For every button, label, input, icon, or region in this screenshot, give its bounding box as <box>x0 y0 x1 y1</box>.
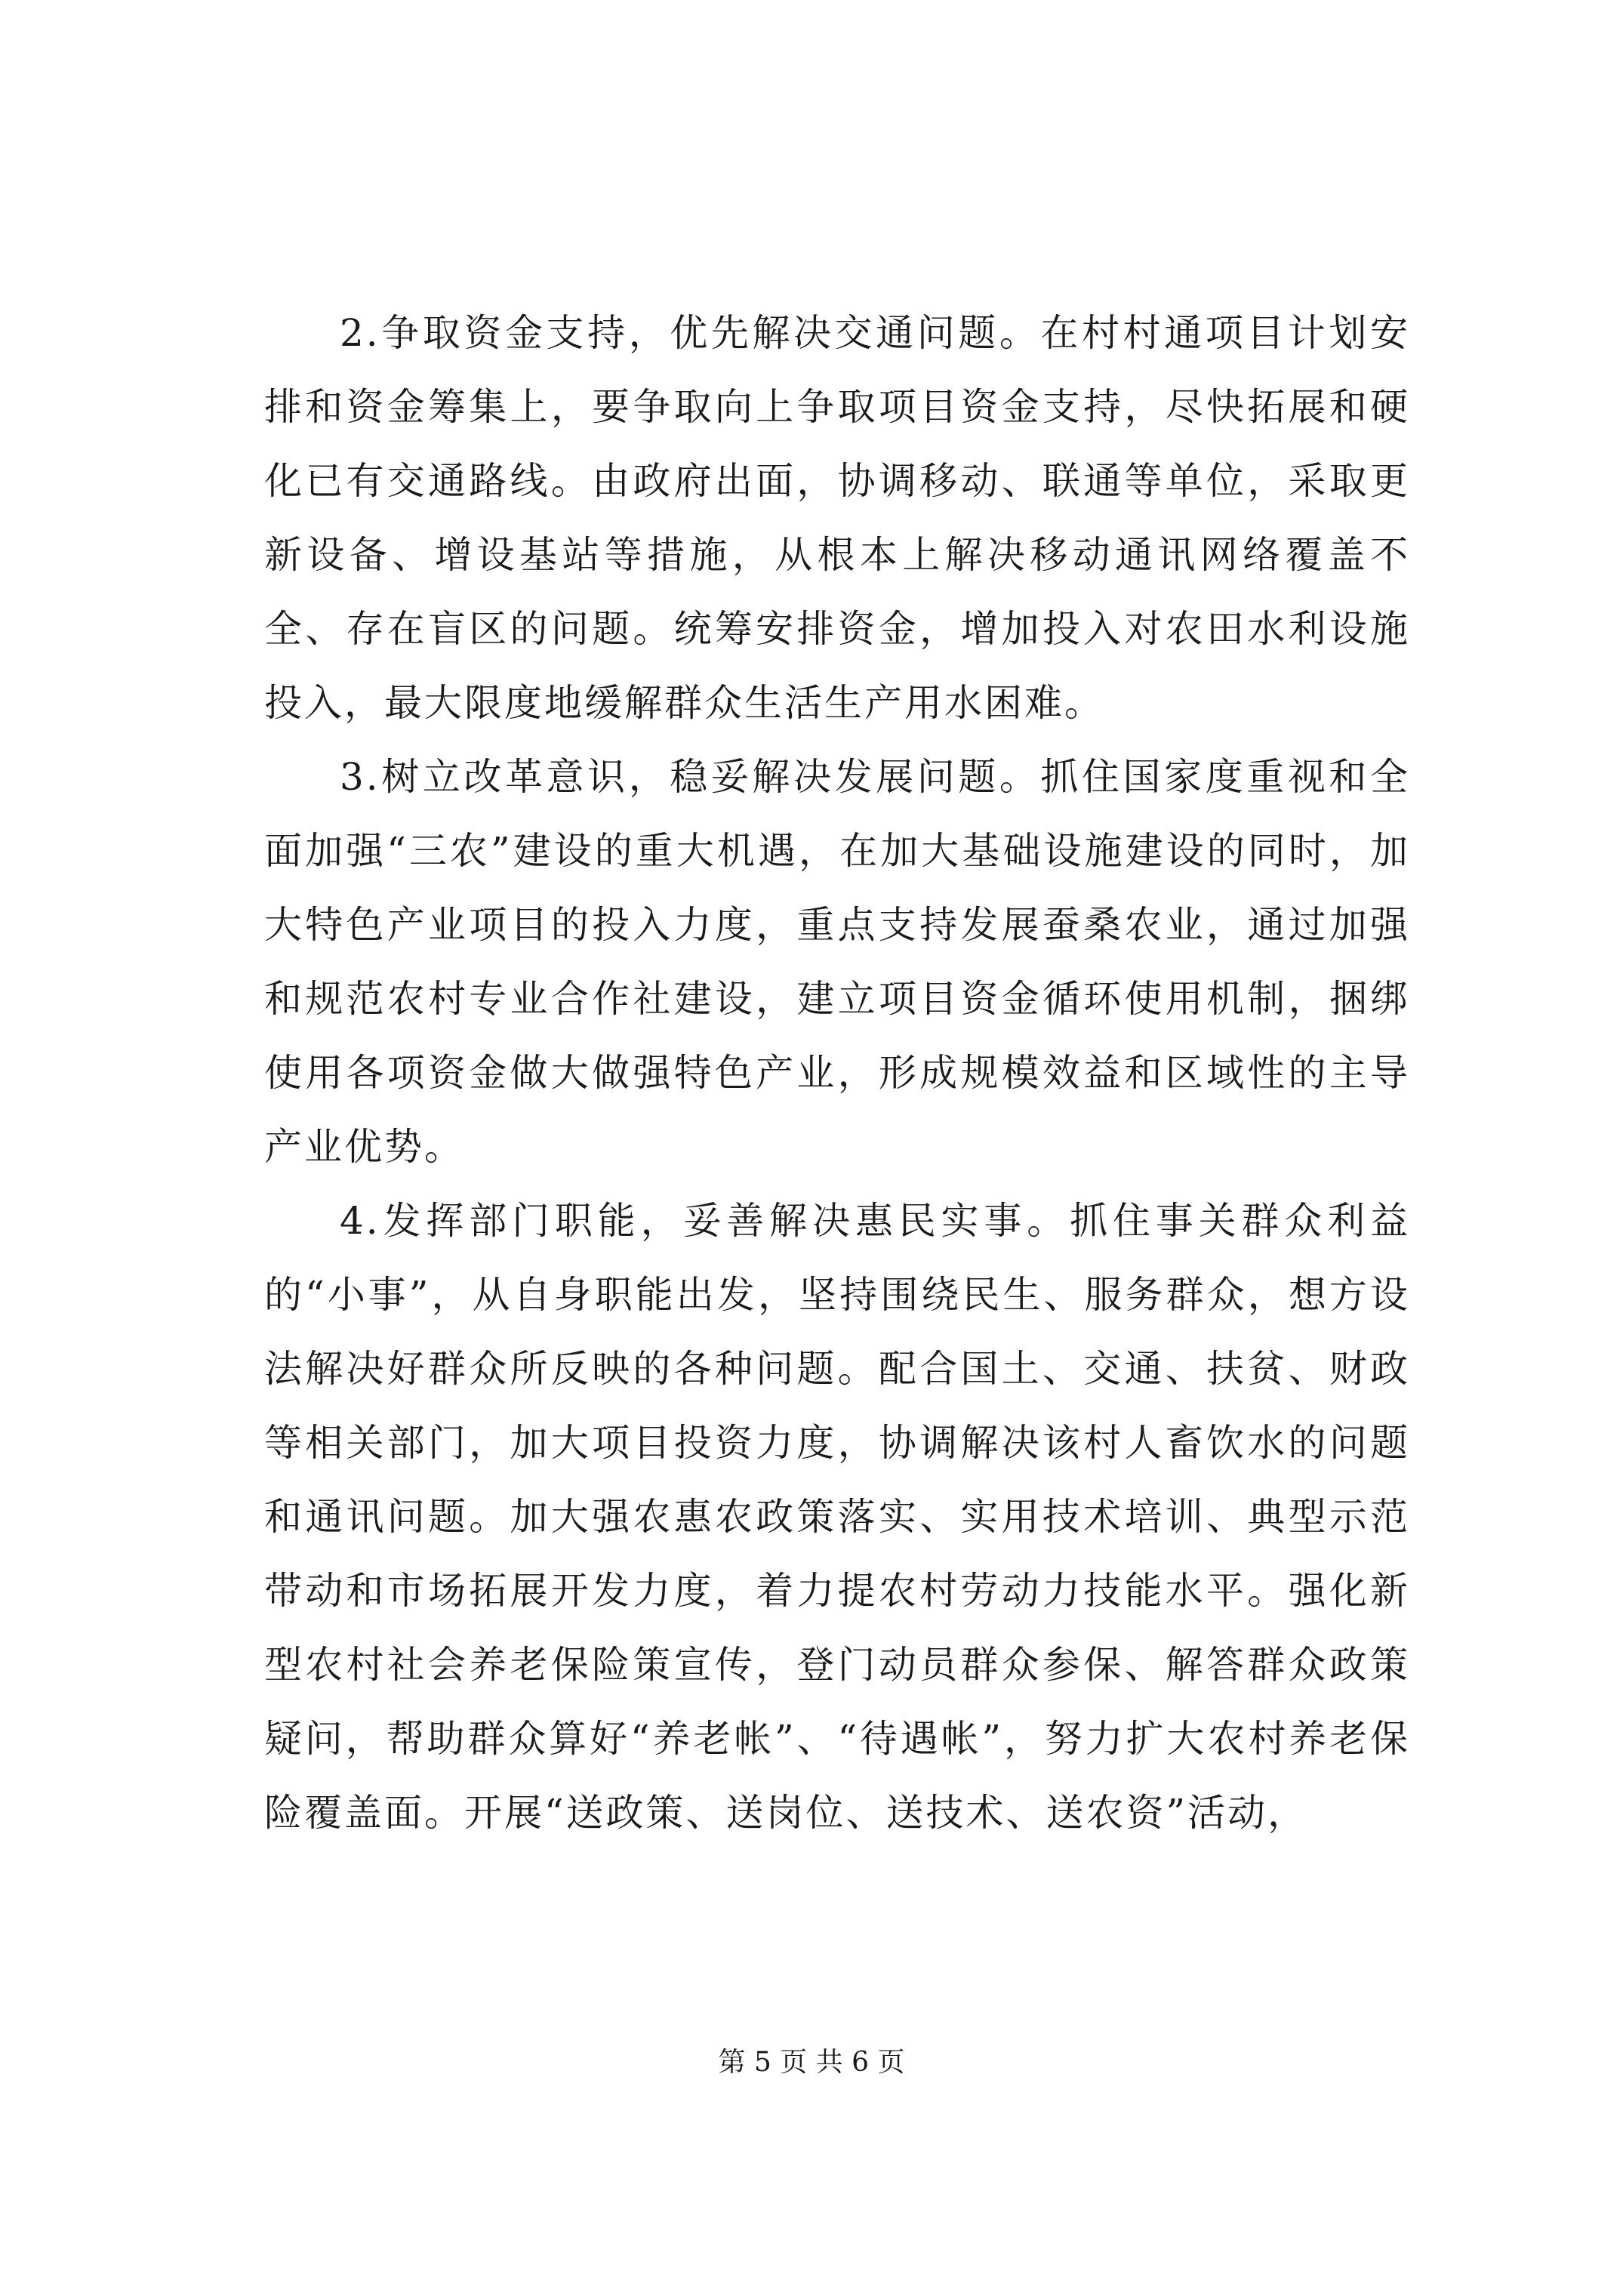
paragraph-item-4: 4.发挥部门职能，妥善解决惠民实事。抓住事关群众利益的“小事”，从自身职能出发，坚持围绕民生、服务群众，想方设法解决好群众所反映的各种问题。配合国土、交通、扶贫、财政等相关部门，加大项目投资力度，协调解决该村人畜饮水的问题和通讯问题。加大强农惠农政策落实、实用技术培训、典型示范带动和市场拓展开发力度，着力提农村劳动力技能水平。强化新型农村社会养老保险策宣传，登门动员群众参保、解答群众政策疑问，帮助群众算好“养老帐”、“待遇帐”，努力扩大农村养老保险覆盖面。开展“送政策、送岗位、送技术、送农资”活动， <box>264 1199 1410 1835</box>
paragraph-item-2: 2.争取资金支持，优先解决交通问题。在村村通项目计划安排和资金筹集上，要争取向上争取项目资金支持，尽快拓展和硬化已有交通路线。由政府出面，协调移动、联通等单位，采取更新设备、增设基站等措施，从根本上解决移动通讯网络覆盖不全、存在盲区的问题。统筹安排资金，增加投入对农田水利设施投入，最大限度地缓解群众生活生产用水困难。 <box>264 311 1410 725</box>
page-footer: 第 5 页 共 6 页 <box>718 2047 905 2078</box>
document-body <box>264 296 1410 1850</box>
paragraph-item-3: 3.树立改革意识，稳妥解决发展问题。抓住国家度重视和全面加强“三农”建设的重大机遇，在加大基础设施建设的同时，加大特色产业项目的投入力度，重点支持发展蚕桑农业，通过加强和规范农村专业合作社建设，建立项目资金循环使用机制，捆绑使用各项资金做大做强特色产业，形成规模效益和区域性的主导产业优势。 <box>264 755 1410 1169</box>
